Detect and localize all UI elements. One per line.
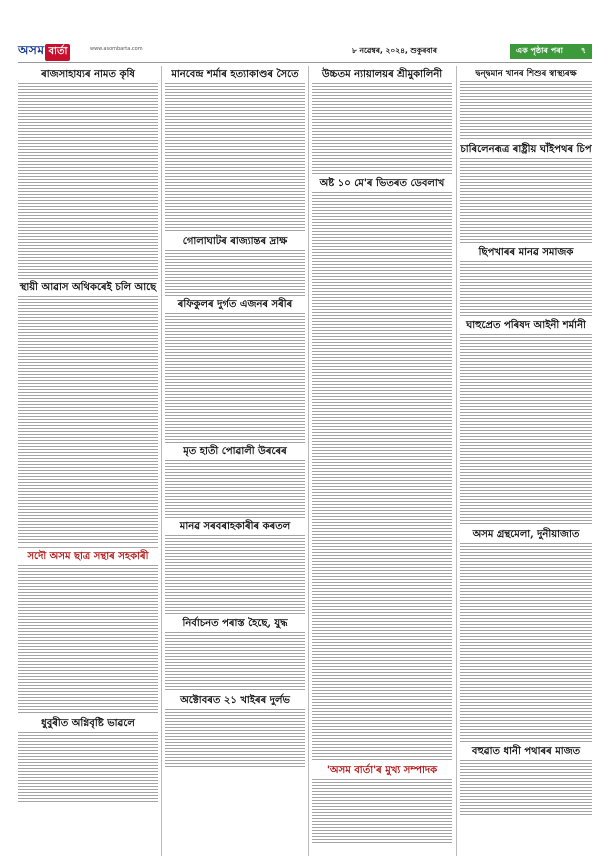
- column-2: [165, 66, 305, 772]
- headline-rafiqul-accused: ৰফিকুলৰ দুৰ্গত এজনৰ সৰীৰ: [177, 299, 293, 310]
- section-label: এক পৃষ্ঠাৰ পৰা: [516, 46, 563, 55]
- column-divider: [308, 66, 309, 856]
- article-text: [165, 313, 305, 443]
- website-label: www.asombarta.com: [90, 46, 143, 52]
- article-text: [165, 535, 305, 615]
- article-text: [312, 83, 452, 175]
- article-text: [165, 83, 305, 233]
- article-text: [460, 760, 592, 816]
- headline-book-fair: অসম গ্ৰন্থমেলা, দুনীয়াজাত: [472, 529, 580, 540]
- article-text: [18, 296, 158, 544]
- headline-human-society: ছিপখাৰৰ মানৱ সমাজক: [478, 247, 574, 258]
- headline-paddy-field: বহুৱাত ধানী পথাৰৰ মাজত: [471, 746, 581, 757]
- masthead: [18, 44, 592, 60]
- headline-agri-subsidy: ৰাজসাহায্যৰ নামত কৃষি: [41, 69, 135, 80]
- article-text: [18, 732, 158, 802]
- headline-golaghat-transfer: গোলাঘাটৰ ৰাজ্যান্তৰ দ্ৰাক্ষ: [182, 236, 288, 247]
- headline-council-law: ঘাহুপ্ৰেত পৰিষদ আইনী শৰ্মানী: [466, 320, 586, 331]
- headline-supreme-court: উচ্চতম ন্যায়ালয়ৰ শ্ৰীমুকালিনী: [321, 69, 443, 80]
- logo-main-text: অসম: [18, 43, 45, 57]
- article-text: [18, 565, 158, 715]
- article-text: [460, 334, 592, 526]
- article-text: [312, 192, 452, 762]
- issue-date: ৮ নৱেম্বৰ, ২০২৪, শুকুৰবাৰ: [352, 46, 437, 55]
- newspaper-logo: [18, 44, 70, 60]
- article-text: [460, 543, 592, 743]
- headline-manabendra-murder: মানবেন্দ্ৰ শৰ্মাৰ হত্যাকাণ্ডৰ সৈতে: [171, 69, 299, 80]
- column-divider: [456, 66, 457, 856]
- logo-accent-text: বাৰ্তা: [45, 44, 70, 61]
- headline-aasu-assistant: সদৌ অসম ছাত্ৰ সন্থাৰ সহকাৰী: [27, 551, 149, 562]
- article-text: [165, 632, 305, 692]
- headline-permanent-residence: স্থায়ী আৱাস অথিকৰেই চলি আছে: [19, 282, 157, 293]
- headline-may-ten: অষ্ট ১০ মে'ৰ ভিতৰত ডেবলাখ: [319, 178, 445, 189]
- article-text: [460, 81, 592, 141]
- article-text: [460, 158, 592, 244]
- headline-dead-elephant-calf: মৃত হাতী পোৱালী উৰৰেৰ: [183, 446, 287, 457]
- header-rule: [18, 62, 592, 63]
- column-divider: [161, 66, 162, 856]
- page-badge: [510, 44, 592, 59]
- headline-chief-editor: 'অসম বাৰ্তা'ৰ মুখ্য সম্পাদক: [326, 765, 438, 776]
- article-text: [460, 261, 592, 317]
- headline-four-lane-highway: চাৰিলেনৰূত্ৰ ৰাষ্ট্ৰীয় ঘাঁইপথৰ চিপ: [460, 144, 592, 155]
- headline-child-health: দ্বন্দ্বমান খানৰ শিশুৰ স্বাস্থ্যৰক্ষ: [475, 69, 577, 79]
- article-text: [165, 460, 305, 518]
- article-text: [165, 250, 305, 296]
- column-3: [312, 66, 452, 848]
- article-text: [312, 779, 452, 845]
- column-1: [18, 66, 158, 805]
- page-number: ৭: [580, 46, 586, 55]
- article-text: [165, 709, 305, 769]
- divider: [18, 547, 158, 548]
- headline-election-war: নিৰ্বাচনত পৰাস্ত হৈছে, যুদ্ধ: [182, 618, 288, 629]
- article-text: [18, 83, 158, 279]
- headline-october-rare: অক্টোবৰত ২১ খাইৰৰ দুৰ্লভ: [180, 695, 290, 706]
- headline-dhubri-fire: ধুবুৰীত অগ্নিবৃষ্টি ভাৱলে: [41, 718, 135, 729]
- headline-human-trafficker: মানৱ সৰবৰাহকাৰীৰ কৰতল: [179, 521, 291, 532]
- column-4: [460, 66, 592, 819]
